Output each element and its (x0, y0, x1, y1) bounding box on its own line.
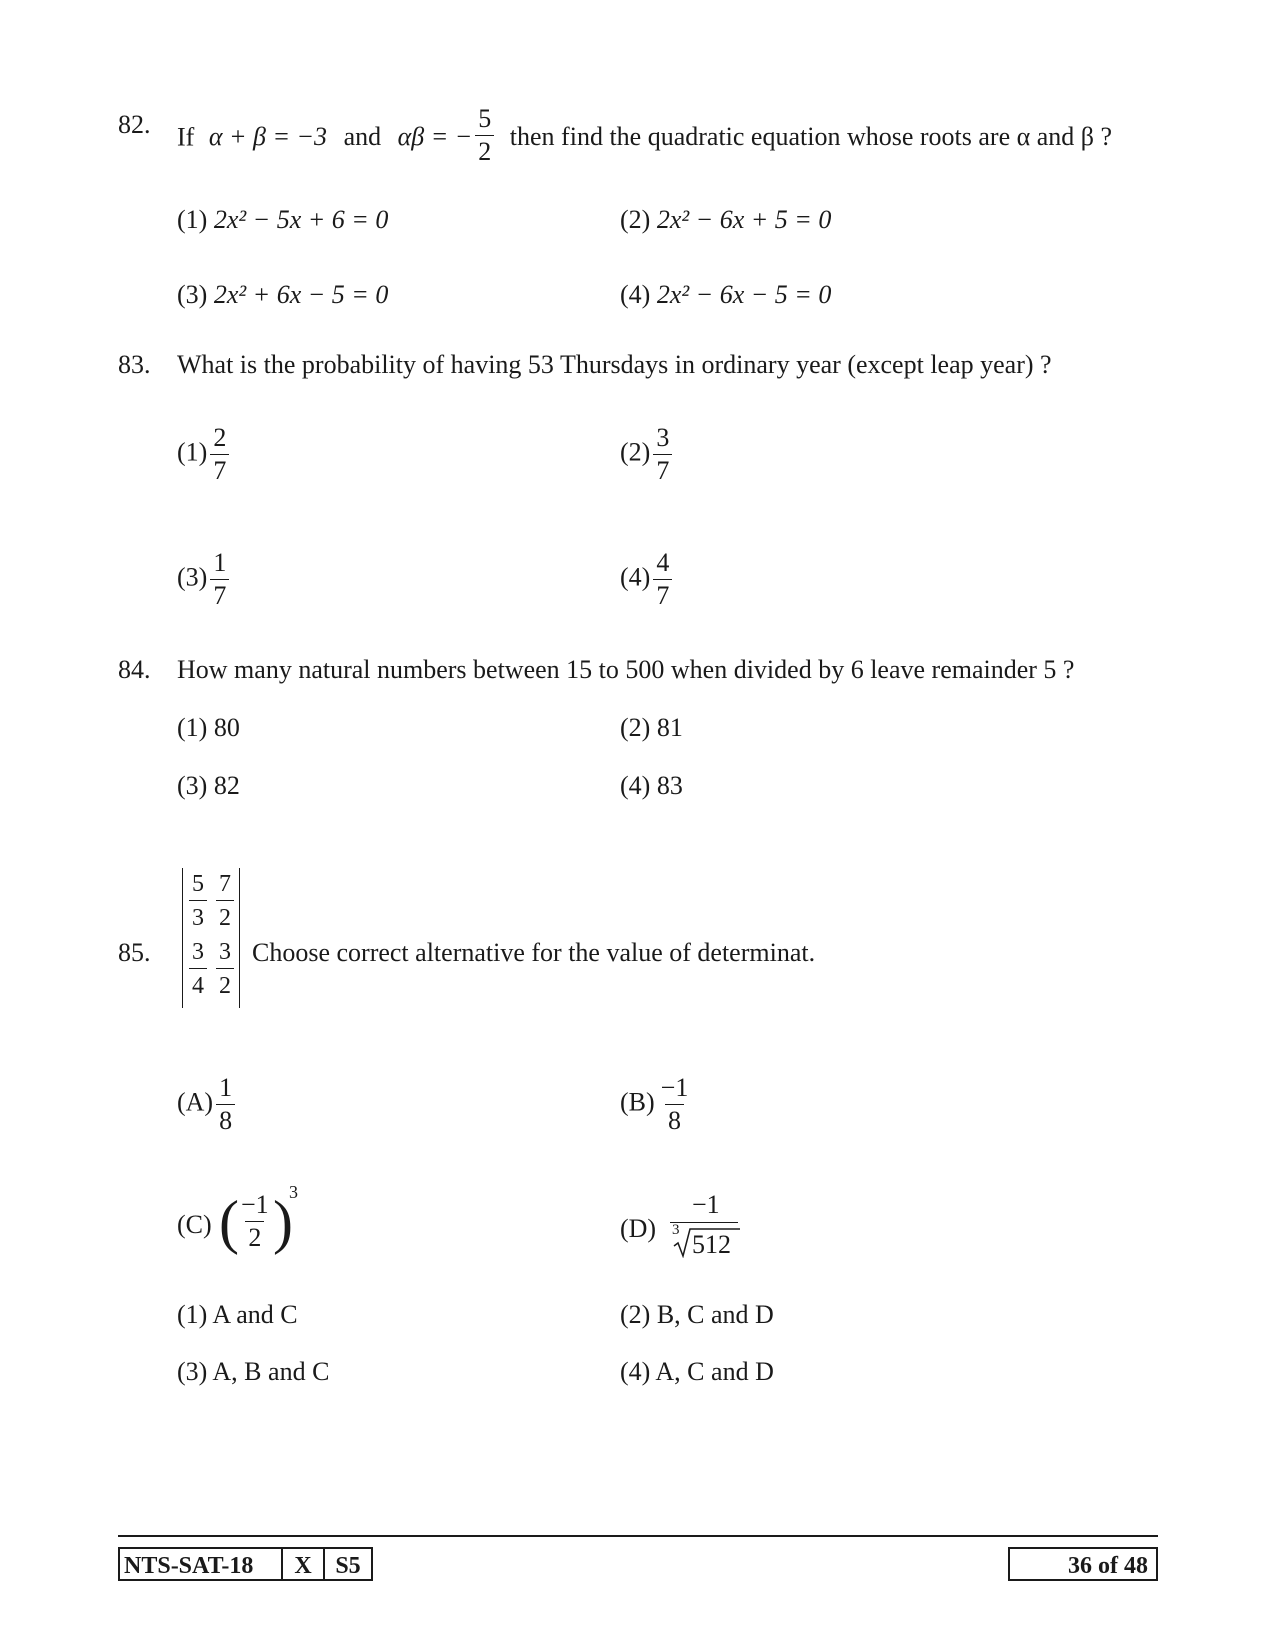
alternative-label: (A) (177, 1087, 214, 1117)
alternative-fraction (216, 1075, 235, 1134)
matrix-entry: 5 (192, 871, 204, 897)
fraction-denominator: 7 (210, 454, 229, 484)
option-label: (2) (620, 1300, 651, 1329)
fraction-bar (189, 968, 207, 969)
option[interactable] (177, 280, 388, 310)
fraction-bar (670, 1222, 738, 1223)
exponent: 3 (289, 1182, 298, 1202)
option[interactable] (177, 713, 240, 743)
option[interactable] (620, 425, 675, 484)
option[interactable] (177, 1300, 298, 1330)
alternative-label: (C) (177, 1210, 212, 1239)
option[interactable] (620, 771, 683, 801)
fraction-numerator: 2 (213, 423, 227, 452)
option-text: 2x² − 6x − 5 = 0 (656, 280, 832, 309)
fraction-denominator: 7 (653, 579, 672, 609)
alternative-c (177, 1182, 317, 1282)
fraction-numerator: 1 (213, 548, 227, 577)
determinant (182, 868, 240, 1008)
footer-page-number: 36 of 48 (1008, 1547, 1158, 1581)
option-text: A and C (212, 1300, 298, 1329)
option-fraction (210, 550, 229, 609)
q82-expr2: αβ = − (397, 122, 473, 152)
option-label: (4) (620, 1357, 651, 1386)
option-label: (1) (177, 1300, 208, 1329)
matrix-entry: 3 (192, 939, 204, 965)
alternative-a (177, 1075, 238, 1134)
option[interactable] (620, 1357, 774, 1387)
option-text: 81 (656, 713, 683, 742)
matrix-entry: 3 (219, 939, 231, 965)
fraction-denominator: 8 (216, 1104, 235, 1134)
option-text: 2x² − 5x + 6 = 0 (213, 205, 389, 234)
option-label: (4) (620, 280, 651, 309)
footer-exam-code: NTS-SAT-18 (118, 1547, 283, 1581)
fraction-numerator: −1 (692, 1190, 720, 1219)
option-fraction (210, 425, 229, 484)
matrix-entry: 2 (219, 973, 231, 999)
matrix-entry: 2 (219, 905, 231, 931)
alternative-b (620, 1075, 694, 1134)
q82-if: If (177, 122, 195, 152)
fraction-denominator: 7 (210, 579, 229, 609)
option-text: 82 (213, 771, 240, 800)
question-number: 82. (118, 110, 151, 139)
alternative-label: (B) (620, 1087, 655, 1117)
option-label: (1) (177, 205, 208, 234)
q82-expr1: α + β = −3 (208, 122, 328, 152)
question-number: 83. (118, 350, 151, 379)
q82-rest: then find the quadratic equation whose roots are α and β ? (509, 122, 1113, 152)
matrix-entry: 3 (192, 905, 204, 931)
option-text: 2x² − 6x + 5 = 0 (656, 205, 832, 234)
option-label: (4) (620, 562, 651, 592)
question-number: 84. (118, 655, 151, 684)
question-text (177, 104, 1113, 169)
q82-fraction (475, 106, 494, 165)
fraction-bar (216, 900, 234, 901)
fraction-numerator: −1 (660, 1073, 689, 1102)
option-label: (3) (177, 771, 208, 800)
option-label: (4) (620, 771, 651, 800)
option-label: (2) (620, 437, 651, 467)
option[interactable] (620, 713, 683, 743)
option-label: (2) (620, 713, 651, 742)
option-fraction (653, 550, 672, 609)
matrix-entry: 7 (219, 871, 231, 897)
left-paren: ( (219, 1189, 239, 1255)
footer-set: S5 (323, 1547, 373, 1581)
fraction-denominator: 7 (653, 454, 672, 484)
option[interactable] (177, 425, 232, 484)
option-text: B, C and D (656, 1300, 774, 1329)
alternative-d (620, 1190, 780, 1280)
option[interactable] (620, 205, 831, 235)
question-text: How many natural numbers between 15 to 500 when divided by 6 leave remainder 5 ? (177, 655, 1075, 684)
option-text: 2x² + 6x − 5 = 0 (213, 280, 389, 309)
option[interactable] (177, 1357, 329, 1387)
option[interactable] (620, 280, 831, 310)
matrix-entry: 4 (192, 973, 204, 999)
fraction-denominator: 2 (245, 1221, 264, 1251)
footer-divider (118, 1535, 1158, 1537)
fraction-numerator: 1 (219, 1073, 233, 1102)
fraction-bar (216, 968, 234, 969)
option[interactable] (620, 550, 675, 609)
question-text: Choose correct alternative for the value of determinat. (252, 938, 816, 967)
q82-and: and (343, 122, 382, 152)
question-text: What is the probability of having 53 Thursdays in ordinary year (except leap year) ? (177, 350, 1052, 379)
alternative-label: (D) (620, 1214, 657, 1243)
alternative-fraction (238, 1192, 272, 1251)
option-text: 80 (213, 713, 240, 742)
option[interactable] (177, 771, 240, 801)
option-label: (3) (177, 1357, 208, 1386)
fraction-bar (189, 900, 207, 901)
alternative-fraction (658, 1075, 692, 1134)
option-text: 83 (656, 771, 683, 800)
option-fraction (653, 425, 672, 484)
root-index: 3 (672, 1222, 680, 1238)
radicand: 512 (692, 1230, 731, 1259)
fraction-numerator: 5 (478, 104, 492, 133)
option[interactable] (620, 1300, 774, 1330)
fraction-numerator: 3 (656, 423, 670, 452)
option[interactable] (177, 550, 232, 609)
fraction-numerator: 4 (656, 548, 670, 577)
right-paren: ) (273, 1189, 293, 1255)
footer-class: X (281, 1547, 325, 1581)
question-number: 85. (118, 938, 151, 967)
fraction-denominator: 8 (665, 1104, 684, 1134)
option-label: (3) (177, 280, 208, 309)
option-label: (3) (177, 562, 208, 592)
option-label: (2) (620, 205, 651, 234)
fraction-denominator: 2 (475, 135, 494, 165)
option[interactable] (177, 205, 388, 235)
option-text: A, B and C (212, 1357, 330, 1386)
option-label: (1) (177, 437, 208, 467)
fraction-numerator: −1 (241, 1190, 269, 1219)
option-text: A, C and D (655, 1357, 774, 1386)
option-label: (1) (177, 713, 208, 742)
